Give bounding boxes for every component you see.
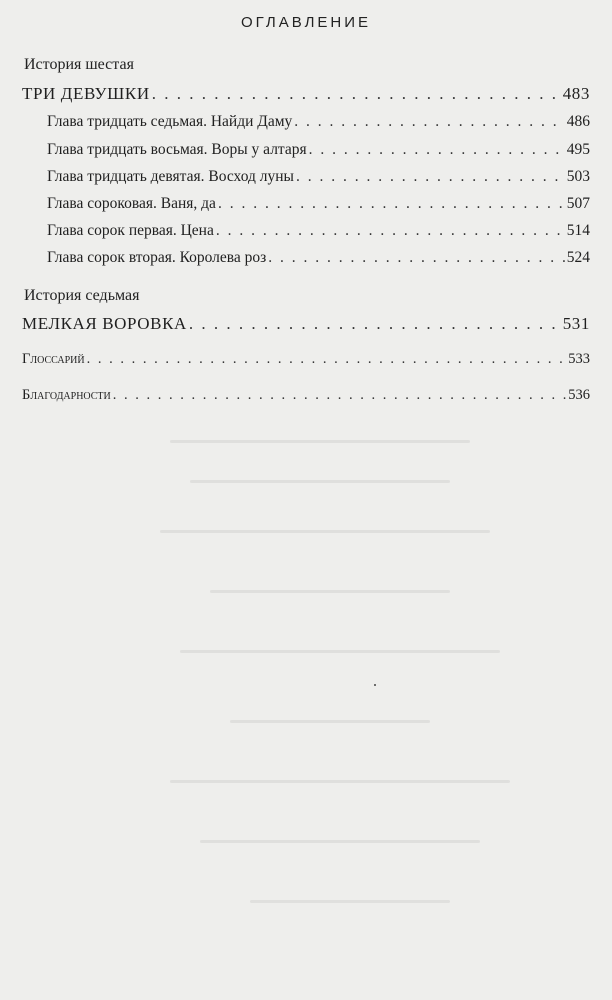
dot-leader — [216, 222, 565, 240]
dot-leader — [113, 387, 566, 404]
part-label-7: История седьмая — [24, 287, 140, 304]
toc-entry-title: Глава тридцать девятая. Восход луны — [47, 168, 294, 185]
toc-entry-chapter-42[interactable] — [47, 249, 590, 267]
toc-entry-title: Благодарности — [22, 387, 111, 403]
toc-entry-title: Глава сорок вторая. Королева роз — [47, 249, 267, 266]
dot-leader — [218, 195, 565, 213]
dot-leader — [294, 113, 564, 131]
toc-entry-acknowledgements[interactable] — [22, 387, 590, 404]
toc-entry-page: 503 — [566, 168, 590, 185]
dot-leader — [296, 168, 565, 186]
toc-entry-part-6[interactable] — [22, 84, 590, 104]
toc-entry-chapter-41[interactable] — [47, 222, 590, 240]
dot-leader — [309, 141, 565, 159]
toc-entry-title: Глоссарий — [22, 351, 85, 367]
toc-entry-chapter-38[interactable] — [47, 141, 590, 159]
toc-entry-page: 483 — [562, 84, 590, 103]
toc-entry-page: 507 — [566, 195, 590, 212]
toc-entry-page: 536 — [568, 387, 590, 403]
toc-entry-chapter-39[interactable] — [47, 168, 590, 186]
paper-speck — [374, 684, 376, 686]
toc-entry-chapter-40[interactable] — [47, 195, 590, 213]
toc-entry-part-7[interactable] — [22, 314, 590, 334]
toc-entry-page: 533 — [568, 351, 590, 367]
dot-leader — [152, 84, 561, 104]
toc-entry-page: 486 — [566, 113, 590, 130]
dot-leader — [268, 249, 564, 267]
toc-entry-title: Глава тридцать восьмая. Воры у алтаря — [47, 141, 307, 158]
toc-entry-page: 531 — [562, 314, 590, 333]
toc-entry-page: 514 — [566, 222, 590, 239]
toc-entry-glossary[interactable] — [22, 351, 590, 368]
toc-entry-page: 495 — [566, 141, 590, 158]
reverse-side-bleed-through — [150, 420, 540, 980]
toc-entry-title: Глава тридцать седьмая. Найди Даму — [47, 113, 293, 130]
dot-leader — [87, 351, 567, 368]
dot-leader — [189, 314, 561, 334]
toc-entry-title: Глава сорок первая. Цена — [47, 222, 214, 239]
part-label-6: История шестая — [24, 56, 134, 73]
toc-entry-title: МЕЛКАЯ ВОРОВКА — [22, 314, 187, 333]
page-title: ОГЛАВЛЕНИЕ — [240, 14, 372, 31]
toc-entry-title: ТРИ ДЕВУШКИ — [22, 84, 150, 103]
toc-entry-chapter-37[interactable] — [47, 113, 590, 131]
toc-entry-title: Глава сороковая. Ваня, да — [47, 195, 216, 212]
toc-entry-page: 524 — [566, 249, 590, 266]
